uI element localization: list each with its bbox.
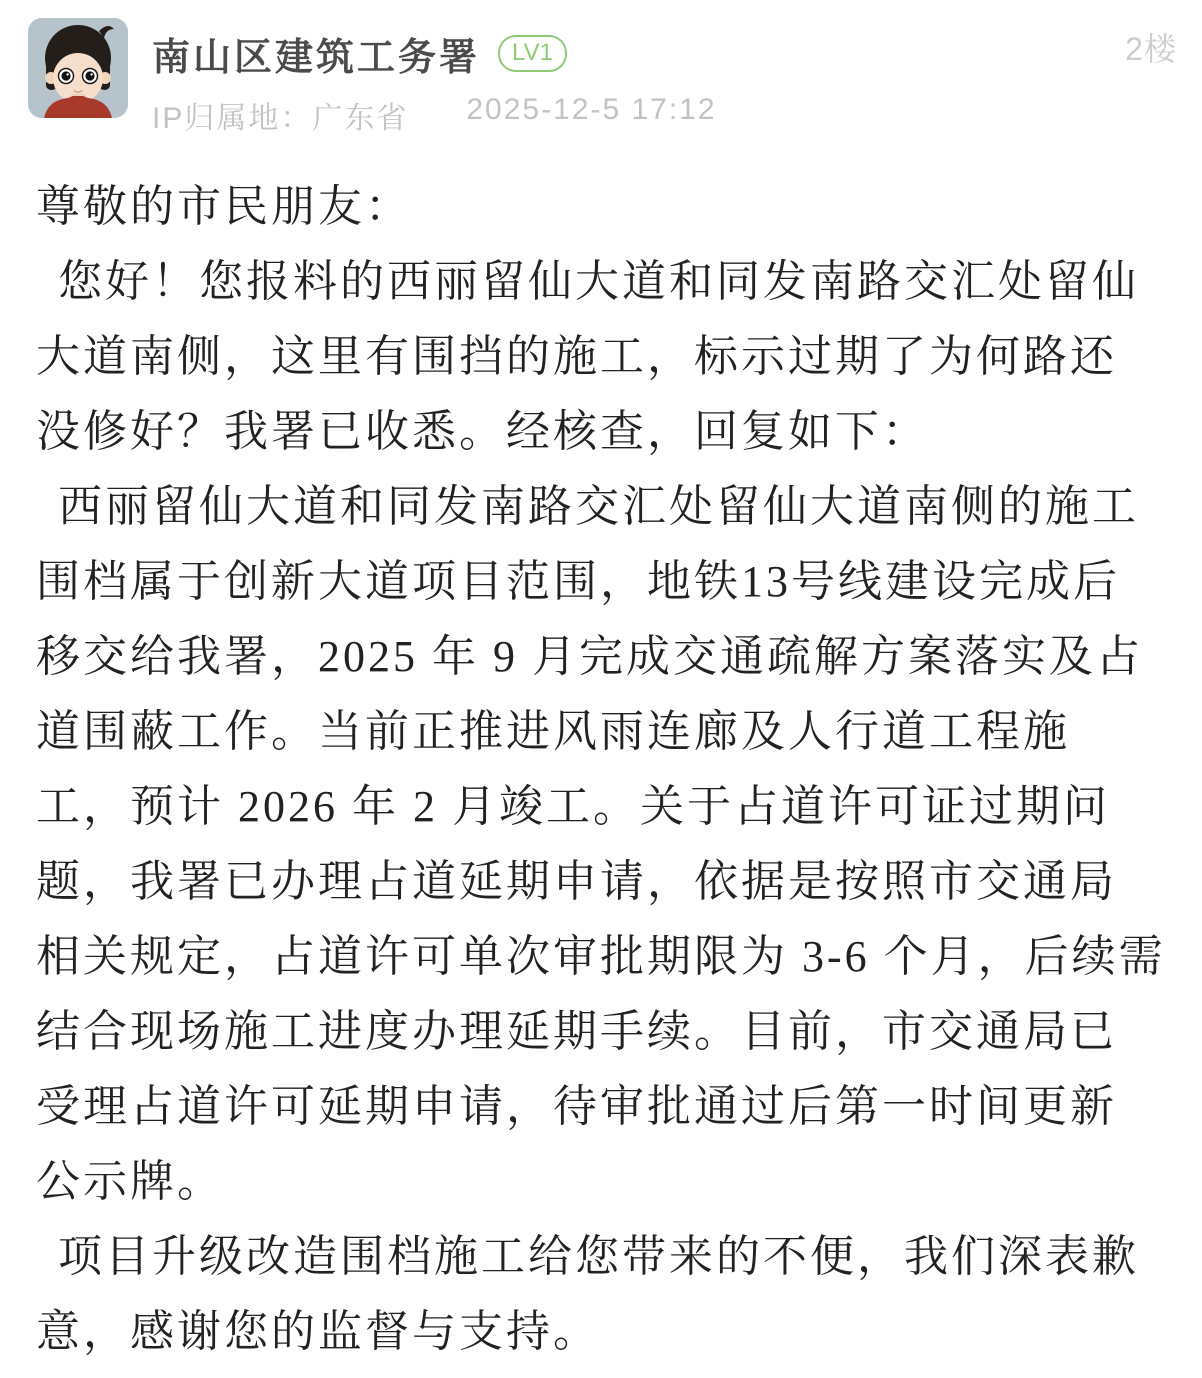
floor-number: 2楼 — [1125, 31, 1177, 67]
body-text-line: 公示牌。 — [36, 1157, 224, 1206]
body-text-line: 围档属于创新大道项目范围，地铁13号线建设完成后 — [36, 557, 1120, 606]
author-name[interactable]: 南山区建筑工务署 — [152, 37, 481, 79]
body-text-line: 尊敬的市民朋友： — [36, 182, 412, 231]
body-text-line: 相关规定，占道许可单次审批期限为 3-6 个月，后续需 — [36, 932, 1166, 981]
level-badge: LV1 — [498, 35, 567, 72]
ip-location: IP归属地：广东省 — [152, 102, 409, 135]
header-info — [152, 18, 717, 137]
body-text-line: 道围蔽工作。当前正推进风雨连廊及人行道工程施 — [36, 707, 1070, 756]
body-text-line: 结合现场施工进度办理延期手续。目前，市交通局已 — [36, 1007, 1117, 1056]
avatar[interactable] — [28, 18, 128, 118]
body-text-line: 移交给我署，2025 年 9 月完成交通疏解方案落实及占 — [36, 632, 1143, 681]
post-meta — [152, 93, 717, 137]
body-text-line: 题，我署已办理占道延期申请，依据是按照市交通局 — [36, 857, 1117, 906]
body-text-line: 工，预计 2026 年 2 月竣工。关于占道许可证过期问 — [36, 782, 1110, 831]
author-row — [152, 26, 717, 81]
timestamp: 2025-12-5 17:12 — [466, 93, 717, 126]
body-text-line: 大道南侧，这里有围挡的施工，标示过期了为何路还 — [36, 332, 1117, 381]
post-body — [36, 169, 1178, 1369]
child-cartoon-avatar-icon — [28, 18, 128, 118]
body-text-line: 您好！您报料的西丽留仙大道和同发南路交汇处留仙 — [58, 257, 1139, 306]
post-header — [0, 0, 1202, 137]
body-text-line: 意，感谢您的监督与支持。 — [36, 1307, 600, 1356]
body-text-line: 项目升级改造围档施工给您带来的不便，我们深表歉 — [58, 1232, 1139, 1281]
body-text-line: 没修好？我署已收悉。经核查，回复如下： — [36, 407, 929, 456]
body-text-line: 受理占道许可延期申请，待审批通过后第一时间更新 — [36, 1082, 1117, 1131]
body-text-line: 西丽留仙大道和同发南路交汇处留仙大道南侧的施工 — [58, 482, 1139, 531]
